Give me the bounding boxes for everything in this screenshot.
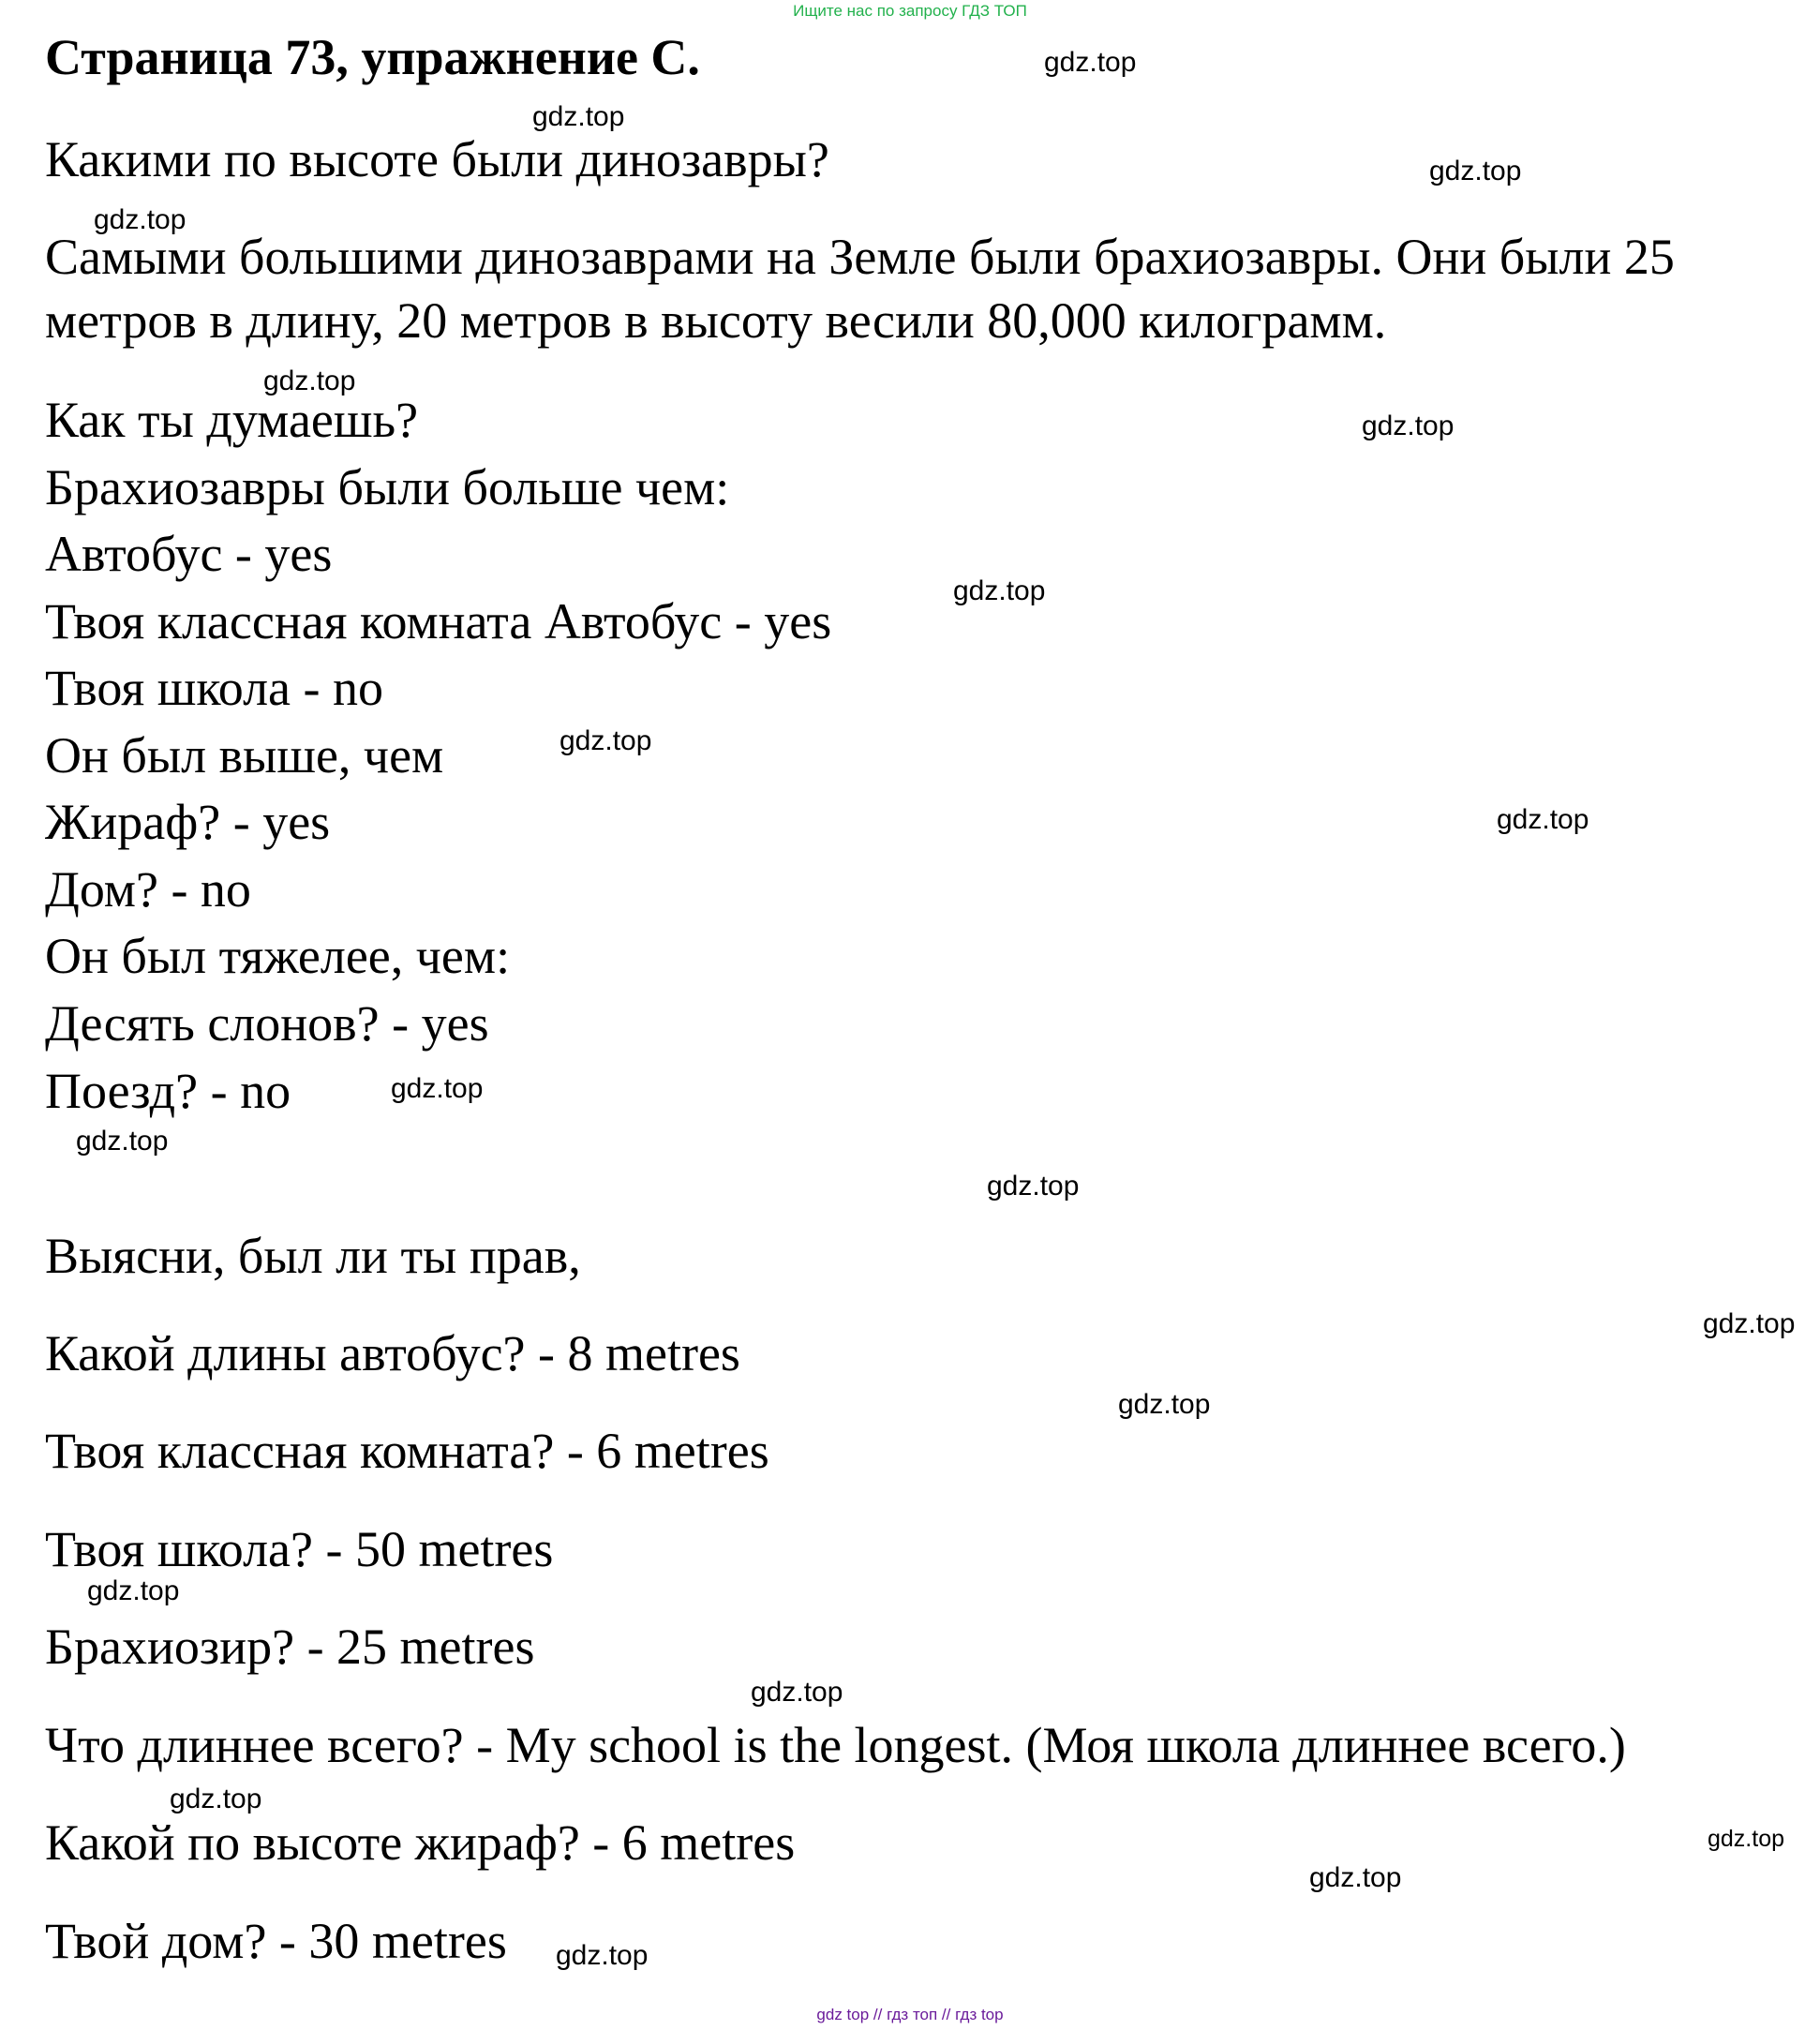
guess-line: Брахиозавры были больше чем:: [45, 459, 730, 515]
watermark: gdz.top: [953, 575, 1046, 606]
guess-line: Он был выше, чем: [45, 727, 444, 784]
watermark: gdz.top: [987, 1171, 1080, 1202]
guess-line: Десять слонов? - yes: [45, 995, 489, 1052]
check-line: Что длиннее всего? - My school is the longest. (Моя школа длиннее всего.): [45, 1717, 1626, 1773]
watermark: gdz.top: [751, 1677, 843, 1708]
watermark: gdz.top: [170, 1784, 262, 1814]
watermark: gdz.top: [391, 1073, 484, 1104]
watermark: gdz.top: [559, 725, 652, 756]
watermark: gdz.top: [1044, 47, 1137, 78]
watermark: gdz.top: [1362, 410, 1455, 441]
watermark: gdz.top: [1429, 156, 1522, 187]
intro-paragraph: Самыми большими динозаврами на Земле были брахиозавры. Они были 25 метров в длину, 20 метров в высоту весили 80,000 килограмм.: [45, 229, 1675, 349]
guess-line: Он был тяжелее, чем:: [45, 928, 511, 984]
check-line: Какой по высоте жираф? - 6 metres: [45, 1814, 796, 1871]
page-title: Страница 73, упражнение С.: [45, 29, 700, 85]
guess-line: Автобус - yes: [45, 526, 333, 582]
question-heading: Какими по высоте были динозавры?: [45, 131, 829, 187]
check-line: Выясни, был ли ты прав,: [45, 1228, 581, 1284]
guess-line: Жираф? - yes: [45, 794, 331, 850]
guess-line: Твоя классная комната Автобус - yes: [45, 593, 832, 649]
check-line: Твоя классная комната? - 6 metres: [45, 1423, 769, 1479]
guess-line: Поезд? - no: [45, 1063, 291, 1119]
guess-line: Как ты думаешь?: [45, 392, 419, 448]
check-line: Брахиозир? - 25 metres: [45, 1619, 535, 1675]
guess-line: Твоя школа - no: [45, 660, 383, 716]
watermark: gdz.top: [87, 1575, 180, 1606]
watermark: gdz.top: [1118, 1389, 1211, 1420]
check-line: Твоя школа? - 50 metres: [45, 1521, 554, 1577]
watermark: gdz.top: [1309, 1862, 1402, 1893]
footer-note: gdz top // гдз топ // гдз top: [816, 2006, 1004, 2023]
watermark: gdz.top: [1703, 1308, 1796, 1339]
watermark: gdz.top: [1708, 1826, 1785, 1852]
check-line: Твой дом? - 30 metres: [45, 1913, 507, 1969]
watermark: gdz.top: [76, 1126, 169, 1157]
search-note: Ищите нас по запросу ГДЗ ТОП: [793, 2, 1027, 20]
guess-line: Дом? - no: [45, 861, 251, 918]
watermark: gdz.top: [94, 204, 186, 235]
watermark: gdz.top: [532, 101, 625, 132]
watermark: gdz.top: [263, 366, 356, 396]
watermark: gdz.top: [556, 1940, 649, 1971]
check-line: Какой длины автобус? - 8 metres: [45, 1325, 740, 1381]
watermark: gdz.top: [1497, 804, 1589, 835]
